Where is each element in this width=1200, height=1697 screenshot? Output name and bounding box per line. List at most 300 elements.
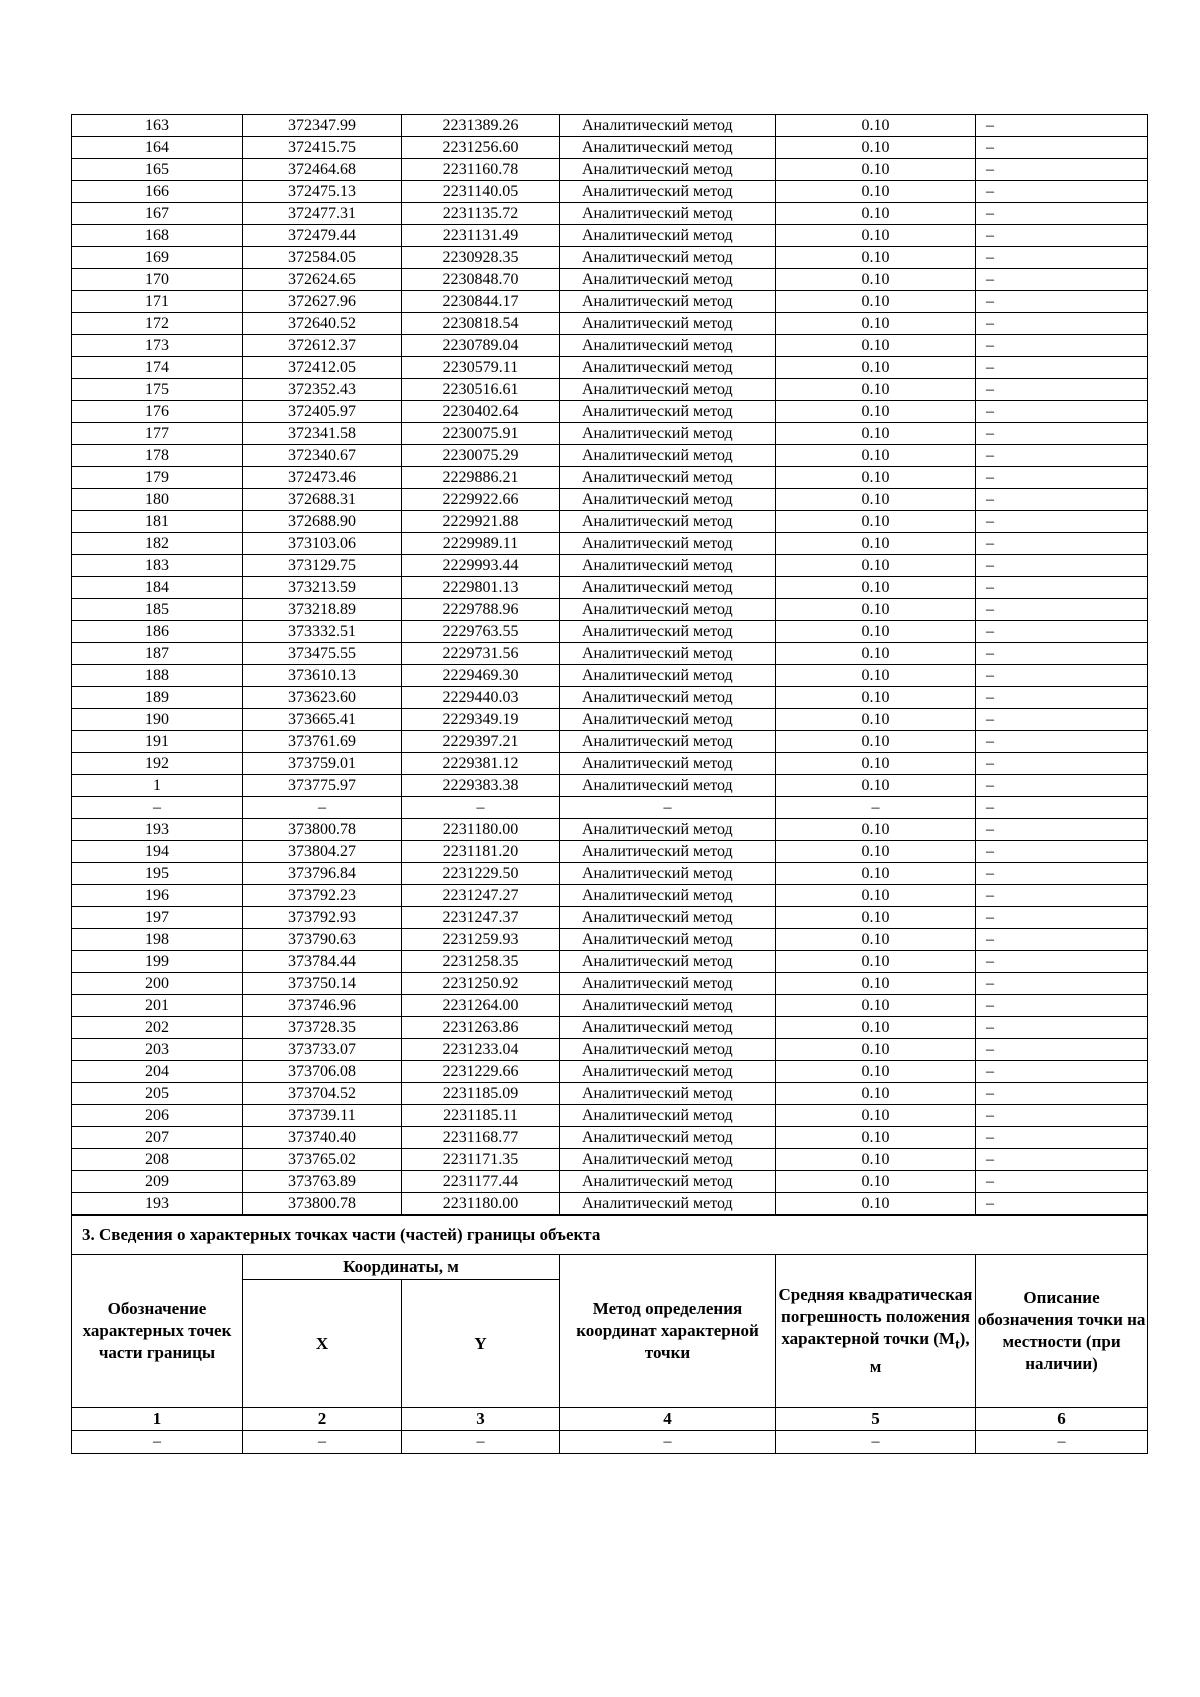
header-error-text: Средняя квадратическая погрешность положения характерной точки $(M_t)$, м [778, 1285, 973, 1376]
description-cell: – [976, 731, 1148, 753]
y-coordinate-cell: 2231185.09 [402, 1083, 560, 1105]
description-cell: – [976, 467, 1148, 489]
y-coordinate-cell: 2231264.00 [402, 995, 560, 1017]
method-cell: Аналитический метод [560, 313, 776, 335]
column-numbers-row [72, 1408, 1148, 1431]
column-number: 1 [72, 1408, 243, 1431]
point-number-cell: 165 [72, 159, 243, 181]
error-cell: 0.10 [776, 665, 976, 687]
error-cell: 0.10 [776, 863, 976, 885]
error-cell: 0.10 [776, 269, 976, 291]
method-cell: Аналитический метод [560, 401, 776, 423]
point-number-cell: 175 [72, 379, 243, 401]
y-coordinate-cell: 2231259.93 [402, 929, 560, 951]
table-row [72, 489, 1148, 511]
method-cell: Аналитический метод [560, 1193, 776, 1215]
description-cell: – [976, 1193, 1148, 1215]
section3-table [71, 1215, 1148, 1454]
point-number-cell: 181 [72, 511, 243, 533]
empty-cell: – [72, 1431, 243, 1454]
table-row [72, 1193, 1148, 1215]
point-number-cell: 208 [72, 1149, 243, 1171]
y-coordinate-cell: 2231256.60 [402, 137, 560, 159]
method-cell: Аналитический метод [560, 379, 776, 401]
x-coordinate-cell: 372627.96 [243, 291, 402, 313]
table-row [72, 995, 1148, 1017]
method-cell: Аналитический метод [560, 1017, 776, 1039]
table-row [72, 533, 1148, 555]
point-number-cell: 205 [72, 1083, 243, 1105]
method-cell: Аналитический метод [560, 1149, 776, 1171]
header-point-description: Описание обозначения точки на местности (при наличии) [976, 1255, 1148, 1408]
table-row [72, 621, 1148, 643]
section3-title: 3. Сведения о характерных точках части (частей) границы объекта [72, 1216, 1148, 1255]
x-coordinate-cell: 372477.31 [243, 203, 402, 225]
x-coordinate-cell: 372412.05 [243, 357, 402, 379]
point-number-cell: 190 [72, 709, 243, 731]
table-row [72, 687, 1148, 709]
error-cell: 0.10 [776, 335, 976, 357]
table-row [72, 137, 1148, 159]
method-cell: Аналитический метод [560, 951, 776, 973]
point-number-cell: 184 [72, 577, 243, 599]
y-coordinate-cell: 2229989.11 [402, 533, 560, 555]
method-cell: Аналитический метод [560, 533, 776, 555]
point-number-cell: 187 [72, 643, 243, 665]
x-coordinate-cell: 373775.97 [243, 775, 402, 797]
description-cell: – [976, 1127, 1148, 1149]
method-cell: Аналитический метод [560, 335, 776, 357]
x-coordinate-cell: 373792.23 [243, 885, 402, 907]
x-coordinate-cell: 373790.63 [243, 929, 402, 951]
x-coordinate-cell: 373761.69 [243, 731, 402, 753]
description-cell: – [976, 555, 1148, 577]
y-coordinate-cell: 2231160.78 [402, 159, 560, 181]
x-coordinate-cell: 372405.97 [243, 401, 402, 423]
table-row [72, 819, 1148, 841]
description-cell: – [976, 291, 1148, 313]
x-coordinate-cell: 373800.78 [243, 1193, 402, 1215]
error-cell: 0.10 [776, 951, 976, 973]
document-sheet [71, 114, 1147, 1454]
table-row [72, 863, 1148, 885]
point-number-cell: 163 [72, 115, 243, 137]
error-cell: 0.10 [776, 423, 976, 445]
column-number: 2 [243, 1408, 402, 1431]
method-cell: Аналитический метод [560, 555, 776, 577]
table-row [72, 225, 1148, 247]
point-number-cell: – [72, 797, 243, 819]
header-y: Y [402, 1280, 560, 1408]
x-coordinate-cell: 372688.31 [243, 489, 402, 511]
error-cell: 0.10 [776, 1149, 976, 1171]
point-number-cell: 174 [72, 357, 243, 379]
description-cell: – [976, 445, 1148, 467]
y-coordinate-cell: 2231250.92 [402, 973, 560, 995]
y-coordinate-cell: 2231180.00 [402, 819, 560, 841]
method-cell: Аналитический метод [560, 709, 776, 731]
description-cell: – [976, 577, 1148, 599]
description-cell: – [976, 203, 1148, 225]
y-coordinate-cell: 2229397.21 [402, 731, 560, 753]
column-number: 6 [976, 1408, 1148, 1431]
point-number-cell: 197 [72, 907, 243, 929]
error-cell: 0.10 [776, 247, 976, 269]
table-row [72, 643, 1148, 665]
error-cell: 0.10 [776, 181, 976, 203]
error-cell: 0.10 [776, 709, 976, 731]
point-number-cell: 193 [72, 1193, 243, 1215]
table-row [72, 1105, 1148, 1127]
description-cell: – [976, 335, 1148, 357]
x-coordinate-cell: 373623.60 [243, 687, 402, 709]
error-cell: 0.10 [776, 1039, 976, 1061]
header-coordinates: Координаты, м [243, 1255, 560, 1280]
table-row [72, 1039, 1148, 1061]
method-cell: Аналитический метод [560, 775, 776, 797]
point-number-cell: 193 [72, 819, 243, 841]
table-row [72, 203, 1148, 225]
method-cell: Аналитический метод [560, 885, 776, 907]
description-cell: – [976, 401, 1148, 423]
error-cell: 0.10 [776, 731, 976, 753]
method-cell: Аналитический метод [560, 225, 776, 247]
error-cell: 0.10 [776, 555, 976, 577]
error-cell: 0.10 [776, 379, 976, 401]
error-cell: 0.10 [776, 775, 976, 797]
description-cell: – [976, 753, 1148, 775]
method-cell: Аналитический метод [560, 731, 776, 753]
table-row [72, 181, 1148, 203]
empty-cell: – [560, 1431, 776, 1454]
empty-cell: – [243, 1431, 402, 1454]
point-number-cell: 199 [72, 951, 243, 973]
method-cell: Аналитический метод [560, 665, 776, 687]
y-coordinate-cell: 2229788.96 [402, 599, 560, 621]
method-cell: Аналитический метод [560, 995, 776, 1017]
method-cell: Аналитический метод [560, 1083, 776, 1105]
x-coordinate-cell: 373759.01 [243, 753, 402, 775]
y-coordinate-cell: 2229381.12 [402, 753, 560, 775]
point-number-cell: 203 [72, 1039, 243, 1061]
method-cell: Аналитический метод [560, 489, 776, 511]
table-row [72, 511, 1148, 533]
y-coordinate-cell: 2231135.72 [402, 203, 560, 225]
error-cell: 0.10 [776, 885, 976, 907]
empty-row [72, 1431, 1148, 1454]
point-number-cell: 180 [72, 489, 243, 511]
method-cell: Аналитический метод [560, 929, 776, 951]
header-x: X [243, 1280, 402, 1408]
method-cell: Аналитический метод [560, 423, 776, 445]
description-cell: – [976, 1105, 1148, 1127]
error-cell: 0.10 [776, 511, 976, 533]
point-number-cell: 183 [72, 555, 243, 577]
x-coordinate-cell: 373706.08 [243, 1061, 402, 1083]
method-cell: Аналитический метод [560, 467, 776, 489]
x-coordinate-cell: 373218.89 [243, 599, 402, 621]
x-coordinate-cell: 373103.06 [243, 533, 402, 555]
description-cell: – [976, 137, 1148, 159]
x-coordinate-cell: 373800.78 [243, 819, 402, 841]
method-cell: Аналитический метод [560, 621, 776, 643]
y-coordinate-cell: 2229801.13 [402, 577, 560, 599]
method-cell: Аналитический метод [560, 357, 776, 379]
y-coordinate-cell: 2229922.66 [402, 489, 560, 511]
point-number-cell: 207 [72, 1127, 243, 1149]
y-coordinate-cell: 2231180.00 [402, 1193, 560, 1215]
description-cell: – [976, 115, 1148, 137]
description-cell: – [976, 973, 1148, 995]
error-cell: 0.10 [776, 1061, 976, 1083]
method-cell: Аналитический метод [560, 687, 776, 709]
x-coordinate-cell: 373728.35 [243, 1017, 402, 1039]
y-coordinate-cell: 2231247.37 [402, 907, 560, 929]
description-cell: – [976, 995, 1148, 1017]
method-cell: Аналитический метод [560, 973, 776, 995]
y-coordinate-cell: 2231181.20 [402, 841, 560, 863]
error-cell: 0.10 [776, 841, 976, 863]
y-coordinate-cell: 2230818.54 [402, 313, 560, 335]
y-coordinate-cell: 2231389.26 [402, 115, 560, 137]
x-coordinate-cell: 373792.93 [243, 907, 402, 929]
description-cell: – [976, 247, 1148, 269]
method-cell: Аналитический метод [560, 841, 776, 863]
error-cell: 0.10 [776, 1017, 976, 1039]
y-coordinate-cell: 2230402.64 [402, 401, 560, 423]
method-cell: Аналитический метод [560, 643, 776, 665]
y-coordinate-cell: 2229349.19 [402, 709, 560, 731]
table-row [72, 885, 1148, 907]
y-coordinate-cell: 2229731.56 [402, 643, 560, 665]
error-cell: 0.10 [776, 687, 976, 709]
y-coordinate-cell: 2229440.03 [402, 687, 560, 709]
description-cell: – [976, 819, 1148, 841]
method-cell: Аналитический метод [560, 445, 776, 467]
x-coordinate-cell: 373610.13 [243, 665, 402, 687]
error-cell: 0.10 [776, 357, 976, 379]
error-cell: 0.10 [776, 159, 976, 181]
y-coordinate-cell: 2231229.50 [402, 863, 560, 885]
point-number-cell: 201 [72, 995, 243, 1017]
error-cell: 0.10 [776, 1105, 976, 1127]
x-coordinate-cell: 373784.44 [243, 951, 402, 973]
point-number-cell: 206 [72, 1105, 243, 1127]
coordinates-table-body [72, 115, 1148, 1215]
x-coordinate-cell: 372624.65 [243, 269, 402, 291]
table-row [72, 665, 1148, 687]
method-cell: Аналитический метод [560, 1127, 776, 1149]
point-number-cell: 200 [72, 973, 243, 995]
method-cell: Аналитический метод [560, 819, 776, 841]
error-cell: 0.10 [776, 1083, 976, 1105]
error-cell: 0.10 [776, 313, 976, 335]
description-cell: – [976, 225, 1148, 247]
description-cell: – [976, 269, 1148, 291]
table-row [72, 379, 1148, 401]
y-coordinate-cell: 2231140.05 [402, 181, 560, 203]
point-number-cell: 171 [72, 291, 243, 313]
description-cell: – [976, 511, 1148, 533]
x-coordinate-cell: 373665.41 [243, 709, 402, 731]
description-cell: – [976, 159, 1148, 181]
error-cell: 0.10 [776, 401, 976, 423]
x-coordinate-cell: 372688.90 [243, 511, 402, 533]
y-coordinate-cell: 2231168.77 [402, 1127, 560, 1149]
x-coordinate-cell: 373739.11 [243, 1105, 402, 1127]
x-coordinate-cell: 372475.13 [243, 181, 402, 203]
empty-cell: – [402, 1431, 560, 1454]
x-coordinate-cell: 372347.99 [243, 115, 402, 137]
table-row [72, 753, 1148, 775]
point-number-cell: 198 [72, 929, 243, 951]
table-row [72, 445, 1148, 467]
point-number-cell: 182 [72, 533, 243, 555]
description-cell: – [976, 885, 1148, 907]
x-coordinate-cell: 372340.67 [243, 445, 402, 467]
error-cell: 0.10 [776, 599, 976, 621]
description-cell: – [976, 533, 1148, 555]
y-coordinate-cell: 2231171.35 [402, 1149, 560, 1171]
description-cell: – [976, 929, 1148, 951]
description-cell: – [976, 775, 1148, 797]
method-cell: Аналитический метод [560, 753, 776, 775]
error-cell: 0.10 [776, 995, 976, 1017]
method-cell: Аналитический метод [560, 1039, 776, 1061]
method-cell: Аналитический метод [560, 577, 776, 599]
description-cell: – [976, 709, 1148, 731]
y-coordinate-cell: 2230075.29 [402, 445, 560, 467]
table-row [72, 1127, 1148, 1149]
method-cell: Аналитический метод [560, 511, 776, 533]
error-cell: 0.10 [776, 115, 976, 137]
y-coordinate-cell: 2231131.49 [402, 225, 560, 247]
description-cell: – [976, 1171, 1148, 1193]
y-coordinate-cell: 2230789.04 [402, 335, 560, 357]
description-cell: – [976, 313, 1148, 335]
point-number-cell: 172 [72, 313, 243, 335]
x-coordinate-cell: 372612.37 [243, 335, 402, 357]
point-number-cell: 168 [72, 225, 243, 247]
y-coordinate-cell: 2230928.35 [402, 247, 560, 269]
x-coordinate-cell: 372479.44 [243, 225, 402, 247]
y-coordinate-cell: – [402, 797, 560, 819]
y-coordinate-cell: 2231229.66 [402, 1061, 560, 1083]
error-cell: 0.10 [776, 203, 976, 225]
x-coordinate-cell: 372415.75 [243, 137, 402, 159]
error-cell: 0.10 [776, 445, 976, 467]
table-row [72, 1171, 1148, 1193]
table-row [72, 401, 1148, 423]
method-cell: Аналитический метод [560, 291, 776, 313]
table-row [72, 577, 1148, 599]
point-number-cell: 166 [72, 181, 243, 203]
y-coordinate-cell: 2230579.11 [402, 357, 560, 379]
point-number-cell: 185 [72, 599, 243, 621]
x-coordinate-cell: 373740.40 [243, 1127, 402, 1149]
error-cell: – [776, 797, 976, 819]
description-cell: – [976, 687, 1148, 709]
y-coordinate-cell: 2229993.44 [402, 555, 560, 577]
point-number-cell: 189 [72, 687, 243, 709]
header-mean-square-error [776, 1255, 976, 1408]
table-row [72, 973, 1148, 995]
error-cell: 0.10 [776, 643, 976, 665]
point-number-cell: 176 [72, 401, 243, 423]
header-point-designation: Обозначение характерных точек части границы [72, 1255, 243, 1408]
y-coordinate-cell: 2230516.61 [402, 379, 560, 401]
y-coordinate-cell: 2229921.88 [402, 511, 560, 533]
table-row [72, 797, 1148, 819]
x-coordinate-cell: 373746.96 [243, 995, 402, 1017]
x-coordinate-cell: 372464.68 [243, 159, 402, 181]
y-coordinate-cell: 2231233.04 [402, 1039, 560, 1061]
error-cell: 0.10 [776, 1193, 976, 1215]
description-cell: – [976, 1017, 1148, 1039]
point-number-cell: 164 [72, 137, 243, 159]
point-number-cell: 186 [72, 621, 243, 643]
description-cell: – [976, 379, 1148, 401]
description-cell: – [976, 489, 1148, 511]
method-cell: Аналитический метод [560, 115, 776, 137]
description-cell: – [976, 863, 1148, 885]
table-row [72, 1149, 1148, 1171]
table-row [72, 291, 1148, 313]
point-number-cell: 204 [72, 1061, 243, 1083]
x-coordinate-cell: 373213.59 [243, 577, 402, 599]
table-row [72, 269, 1148, 291]
error-cell: 0.10 [776, 577, 976, 599]
table-row [72, 1061, 1148, 1083]
description-cell: – [976, 951, 1148, 973]
x-coordinate-cell: 372584.05 [243, 247, 402, 269]
x-coordinate-cell: 373129.75 [243, 555, 402, 577]
column-number: 3 [402, 1408, 560, 1431]
error-cell: 0.10 [776, 137, 976, 159]
table-row [72, 357, 1148, 379]
x-coordinate-cell: 372352.43 [243, 379, 402, 401]
table-row [72, 159, 1148, 181]
method-cell: Аналитический метод [560, 159, 776, 181]
error-cell: 0.10 [776, 1171, 976, 1193]
point-number-cell: 179 [72, 467, 243, 489]
y-coordinate-cell: 2229763.55 [402, 621, 560, 643]
error-cell: 0.10 [776, 225, 976, 247]
error-cell: 0.10 [776, 489, 976, 511]
x-coordinate-cell: 373763.89 [243, 1171, 402, 1193]
table-row [72, 709, 1148, 731]
x-coordinate-cell: 373796.84 [243, 863, 402, 885]
table-row [72, 1083, 1148, 1105]
point-number-cell: 177 [72, 423, 243, 445]
description-cell: – [976, 599, 1148, 621]
table-row [72, 467, 1148, 489]
description-cell: – [976, 665, 1148, 687]
table-row [72, 907, 1148, 929]
method-cell: Аналитический метод [560, 137, 776, 159]
description-cell: – [976, 797, 1148, 819]
x-coordinate-cell: 373765.02 [243, 1149, 402, 1171]
x-coordinate-cell: 373332.51 [243, 621, 402, 643]
method-cell: Аналитический метод [560, 1171, 776, 1193]
y-coordinate-cell: 2231263.86 [402, 1017, 560, 1039]
point-number-cell: 209 [72, 1171, 243, 1193]
table-row [72, 951, 1148, 973]
method-cell: Аналитический метод [560, 907, 776, 929]
table-row [72, 247, 1148, 269]
description-cell: – [976, 643, 1148, 665]
y-coordinate-cell: 2230075.91 [402, 423, 560, 445]
